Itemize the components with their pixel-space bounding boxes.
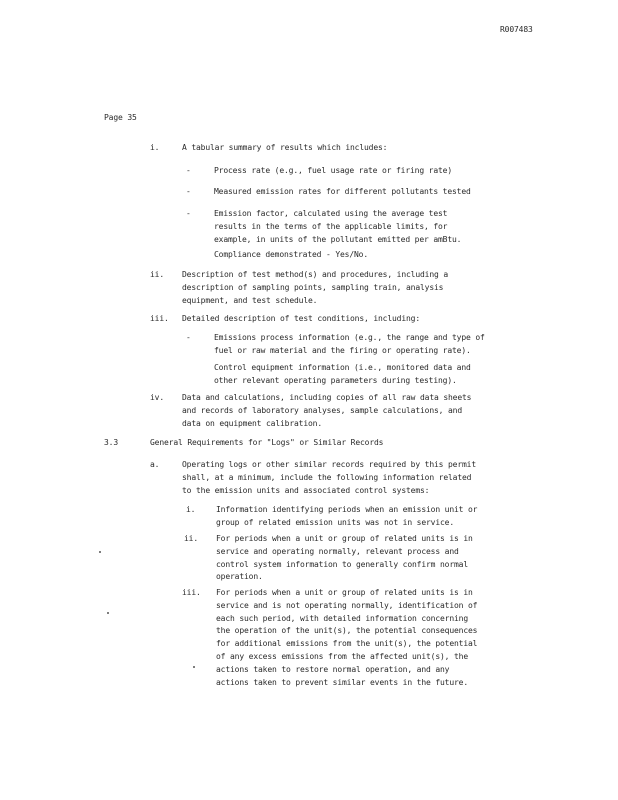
item-i-bullet-1-text: Process rate (e.g., fuel usage rate or firing rate) [214,166,452,175]
scan-speck [99,551,101,553]
subsection-a-item-3-marker: iii. [182,588,201,597]
item-i-bullet-2-text: Measured emission rates for different pollutants tested [214,187,471,196]
item-iii-bullet-1-text: Emissions process information (e.g., the range and type of fuel or raw material and the firing or operating rate). [214,333,485,355]
page-label: Page 35 [104,113,137,122]
item-iii-bullet-1-marker: - [186,333,191,342]
item-i-marker: i. [150,143,160,152]
item-iv-text: Data and calculations, including copies of all raw data sheets and records of laboratory analyses, sample calculations, and data on equipment calibration. [182,393,472,428]
item-i-bullet-2-marker: - [186,187,191,196]
item-i-compliance: Compliance demonstrated - Yes/No. [214,250,368,259]
scan-speck [107,612,109,614]
item-i-bullet-3-text: Emission factor, calculated using the average test results in the terms of the applicable limits, for example, in units of the pollutant emitted per amBtu. [214,209,462,244]
scan-speck [193,666,195,668]
subsection-a-text: Operating logs or other similar records required by this permit shall, at a minimum, include the following information related to the emission units and associated control systems: [182,460,476,495]
item-iii-text: Detailed description of test conditions, including: [182,314,420,323]
document-id: R007483 [500,25,533,34]
section-title: General Requirements for "Logs" or Similar Records [150,438,384,447]
item-i-bullet-1-marker: - [186,166,191,175]
subsection-a-item-1-text: Information identifying periods when an emission unit or group of related emission units was not in service. [216,505,478,527]
item-ii-marker: ii. [150,270,164,279]
item-i-text: A tabular summary of results which includes: [182,143,388,152]
item-iii-bullet-2-text: Control equipment information (i.e., monitored data and other relevant operating parameters during testing). [214,363,471,385]
item-iv-marker: iv. [150,393,164,402]
subsection-a-item-2-marker: ii. [184,534,198,543]
item-iii-marker: iii. [150,314,169,323]
item-i-bullet-3-marker: - [186,209,191,218]
subsection-a-item-3-text: For periods when a unit or group of related units is in service and is not operating normally, identification of each such period, with detailed information concerning the operation of the unit(s), the potential consequences for additional emissions from the unit(s), the potential of any excess emissions from the affected unit(s), the actions taken to restore normal operation, and any actions taken to prevent similar events in the future. [216,588,478,687]
subsection-a-marker: a. [150,460,160,469]
item-ii-text: Description of test method(s) and procedures, including a description of sampling points, sampling train, analysis equipment, and test schedule. [182,270,448,305]
subsection-a-item-2-text: For periods when a unit or group of related units is in service and operating normally, relevant process and control system information to generally confirm normal operation. [216,534,473,582]
section-number: 3.3 [104,438,118,447]
subsection-a-item-1-marker: i. [186,505,196,514]
